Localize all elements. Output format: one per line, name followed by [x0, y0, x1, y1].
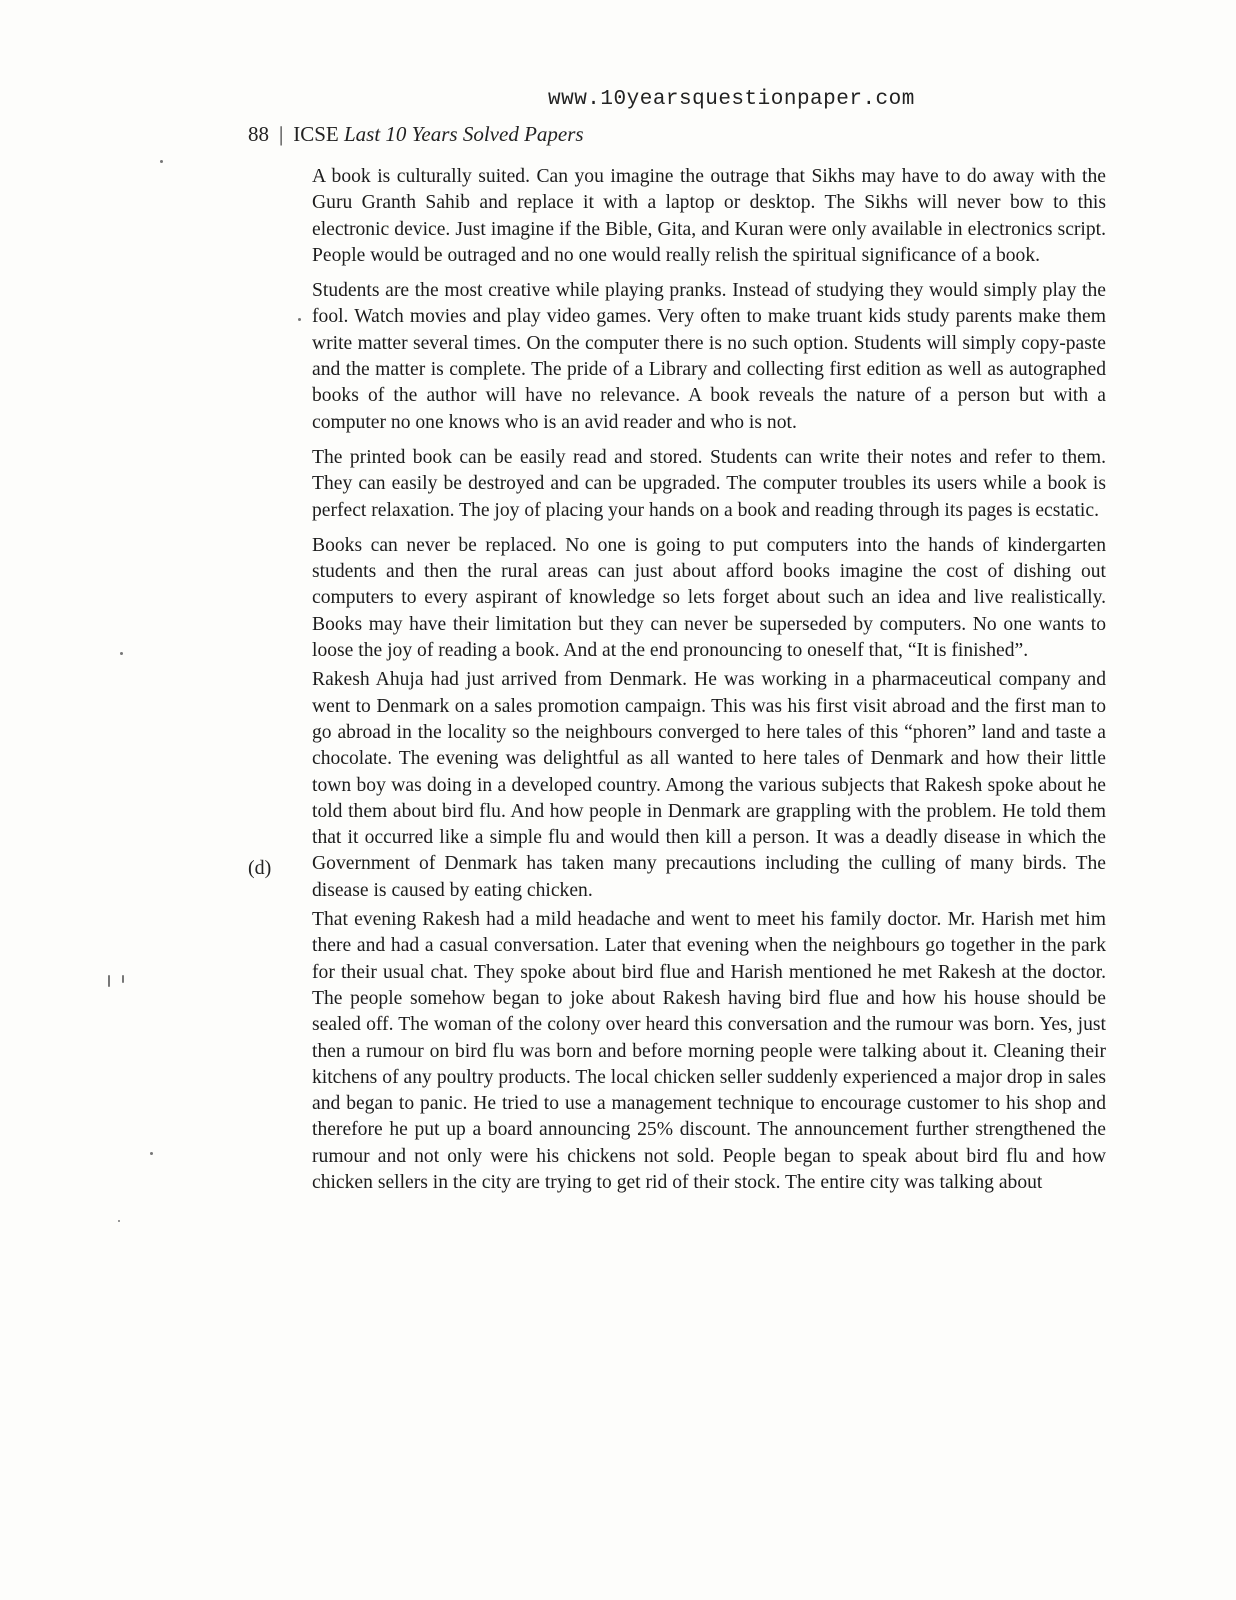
- paragraph-rumour: That evening Rakesh had a mild headache and went to meet his family doctor. Mr. Harish met him there and had a casual conversation. Later that evening when the neighbours go together in the park for their usual chat. They spoke about bird flue and Harish mentioned he met Rakesh at the doctor. The people somehow began to joke about Rakesh having bird flue and how his house should be sealed off. The woman of the colony over heard this conversation and the rumour was born. Yes, just then a rumour on bird flu was born and before morning people were talking about it. Cleaning their kitchens of any poultry products. The local chicken seller suddenly experienced a major drop in sales and began to panic. He tried to use a management technique to encourage customer to his shop and therefore he put up a board announcing 25% discount. The announcement further strengthened the rumour and not only were his chickens not sold. People began to speak about bird flu and how chicken sellers in the city are trying to get rid of their stock. The entire city was talking about: [312, 909, 1106, 1193]
- scan-speck: [160, 160, 163, 163]
- page-number: 88: [248, 122, 269, 146]
- header-series: ICSE: [293, 122, 339, 146]
- paragraph-printed-book: The printed book can be easily read and stored. Students can write their notes and refer to them. They can easily be destroyed and can be upgraded. The computer troubles its users while a book is perfect relaxation. The joy of placing your hands on a book and reading through its pages is ecstatic.: [312, 446, 1106, 521]
- body-text: [312, 164, 1106, 1205]
- watermark-url: www.10yearsquestionpaper.com: [548, 88, 915, 111]
- scan-speck: [122, 975, 124, 983]
- scan-speck: [150, 1152, 153, 1155]
- header-subtitle: Last 10 Years Solved Papers: [343, 122, 584, 146]
- paragraph-culture: A book is culturally suited. Can you imagine the outrage that Sikhs may have to do away with the Guru Granth Sahib and replace it with a laptop or desktop. The Sikhs will never bow to this electronic device. Just imagine if the Bible, Gita, and Kuran were only available in electronics script. People would be outraged and no one would really relish the spiritual significance of a book.: [312, 166, 1106, 266]
- paragraph-students: Students are the most creative while playing pranks. Instead of studying they would simply play the fool. Watch movies and play video games. Very often to make truant kids study parents make them write matter several times. On the computer there is no such option. Students will simply copy-paste and the matter is complete. The pride of a Library and collecting first edition as well as autographed books of the author will have no relevance. A book reveals the nature of a person but with a computer no one knows who is an avid reader and who is not.: [312, 280, 1106, 433]
- paragraph-never-replaced: Books can never be replaced. No one is going to put computers into the hands of kindergarten students and then the rural areas can just about afford books imagine the cost of dishing out computers to every aspirant of knowledge so lets forget about such an idea and live realistically. Books may have their limitation but they can never be superseded by computers. No one wants to loose the joy of reading a book. And at the end pronouncing to oneself that, “It is finished”.: [312, 534, 1106, 662]
- scan-speck: [298, 318, 301, 321]
- scan-speck: [120, 652, 123, 655]
- header-separator: |: [279, 122, 284, 146]
- question-label-d: (d): [248, 857, 272, 879]
- scan-speck: [108, 975, 110, 987]
- scan-speck: [118, 1220, 120, 1222]
- page-header: [248, 122, 584, 147]
- paragraph-rakesh-arrival: Rakesh Ahuja had just arrived from Denmark. He was working in a pharmaceutical company and went to Denmark on a sales promotion campaign. This was his first visit abroad and the first man to go abroad in the locality so the neighbours converged to here tales of this “phoren” land and taste a chocolate. The evening was delightful as all wanted to here tales of Denmark and how their little town boy was doing in a developed country. Among the various subjects that Rakesh spoke about he told them about bird flu. And how people in Denmark are grappling with the problem. He told them that it occurred like a simple flu and would then kill a person. It was a deadly disease in which the Government of Denmark has taken many precautions including the culling of many birds. The disease is caused by eating chicken.: [312, 669, 1106, 901]
